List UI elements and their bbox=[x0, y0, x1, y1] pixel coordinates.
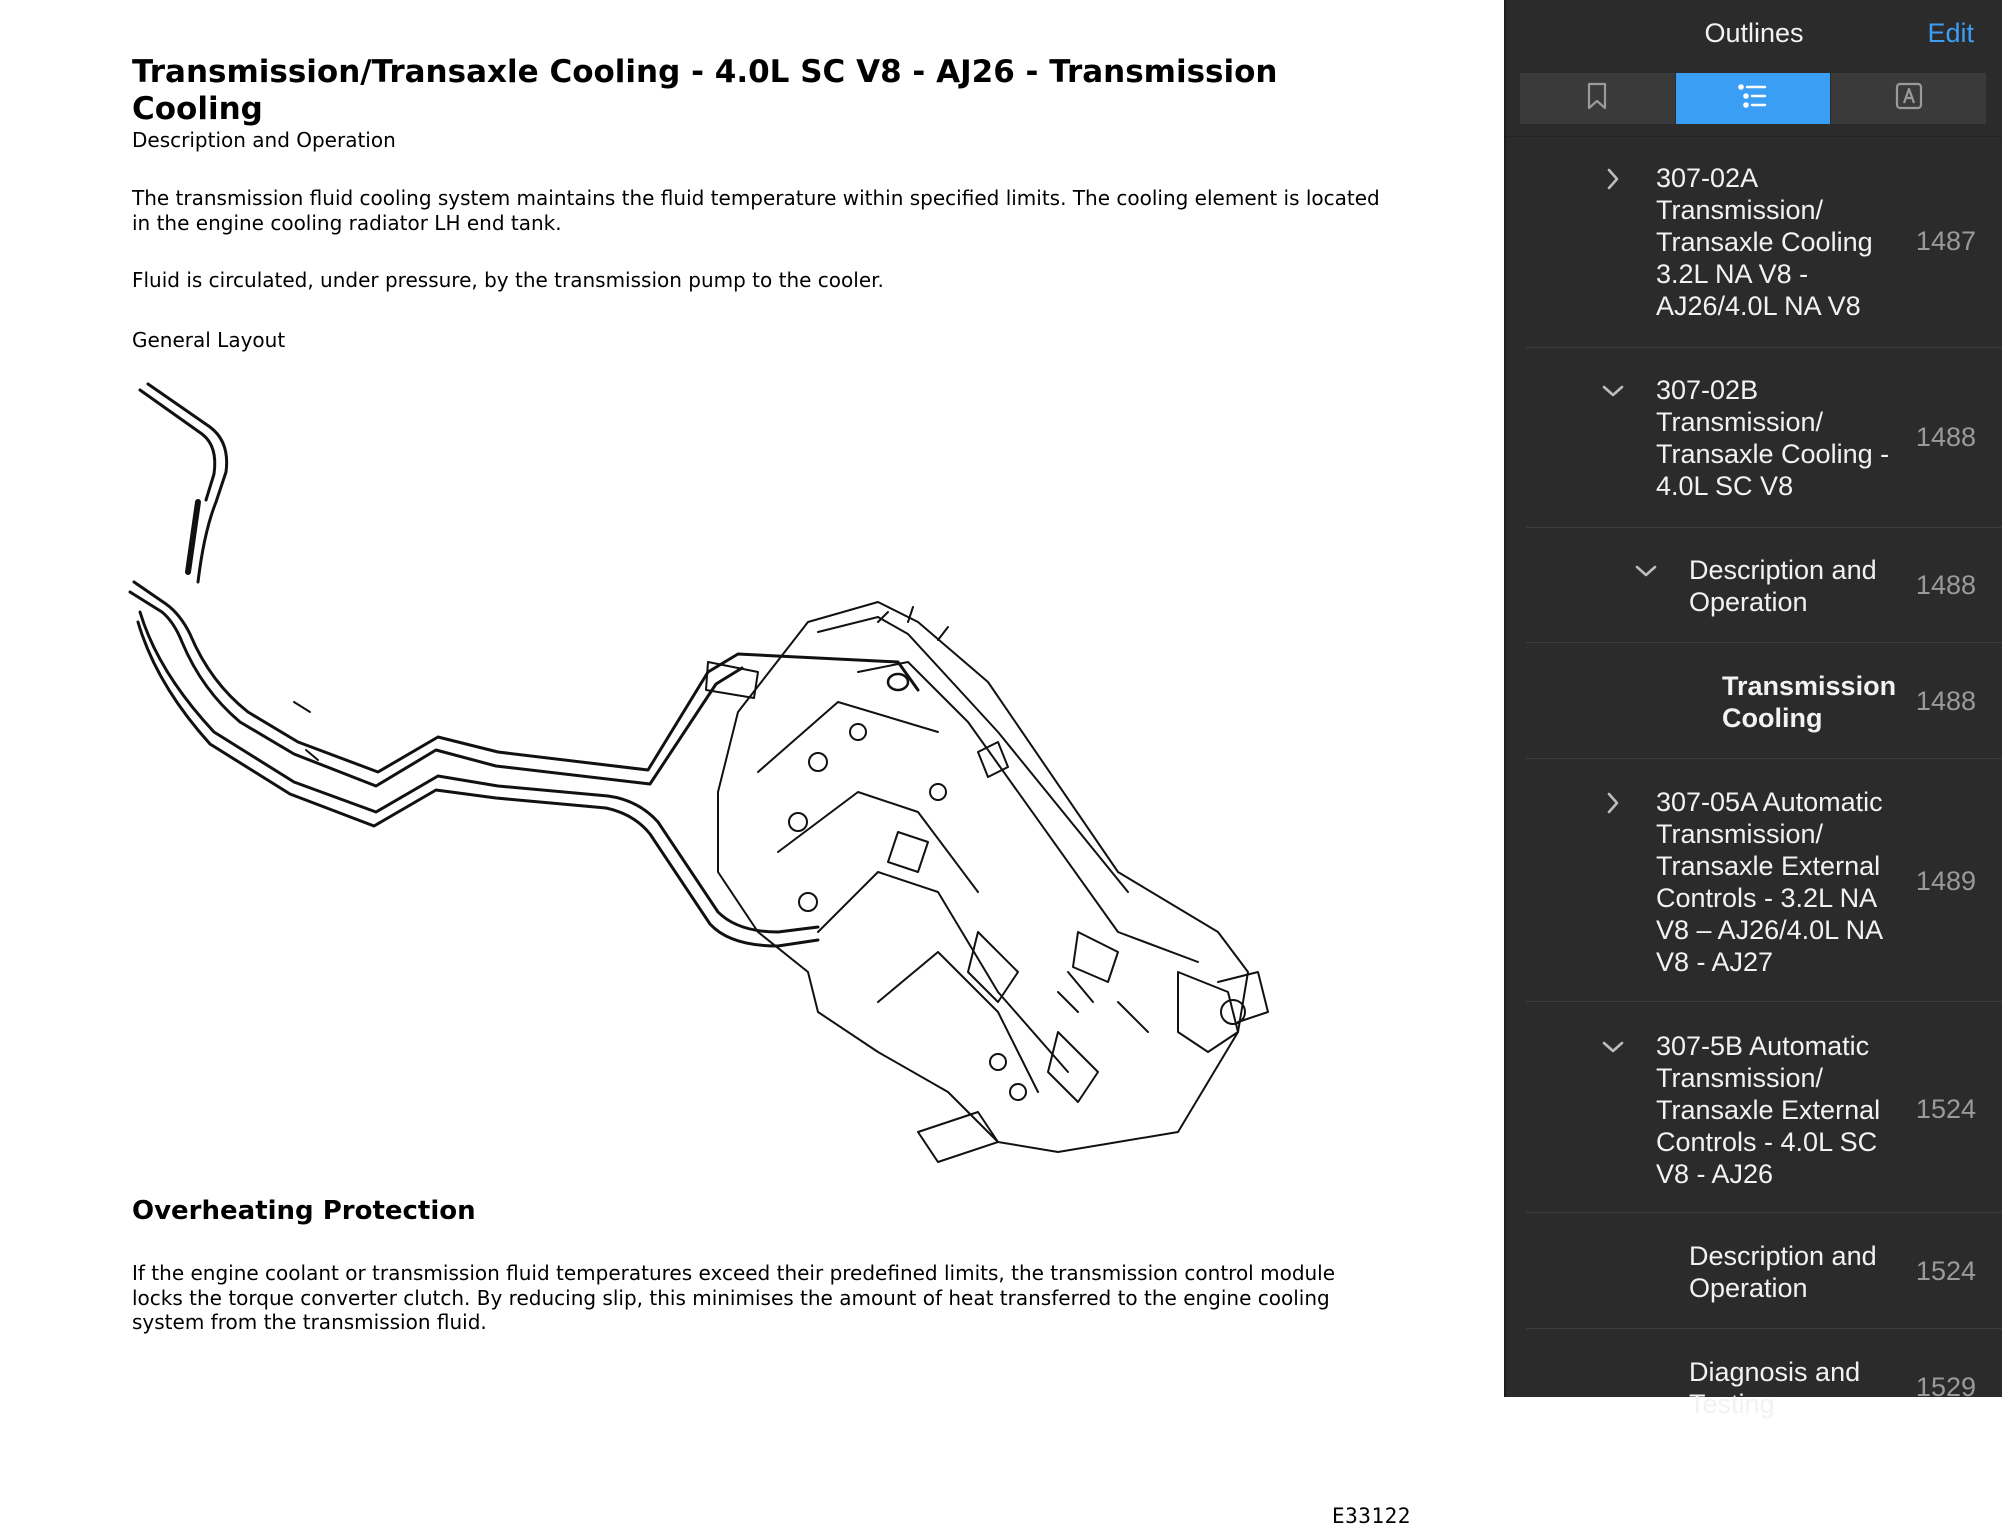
outline-item-label: Description and Operation bbox=[1689, 555, 1877, 617]
chevron-down-icon[interactable] bbox=[1602, 380, 1624, 402]
outline-divider bbox=[1526, 642, 2002, 643]
outline-item-307-02a[interactable] bbox=[1526, 160, 2002, 330]
tab-outlines[interactable] bbox=[1675, 73, 1831, 124]
outline-item-page: 1487 bbox=[1915, 226, 1976, 256]
transmission-illustration bbox=[118, 372, 1318, 1172]
outline-divider bbox=[1526, 1212, 2002, 1213]
outline-item-page: 1488 bbox=[1915, 570, 1976, 600]
outline-item-307-02b[interactable] bbox=[1526, 372, 2002, 507]
outline-list-icon bbox=[1738, 83, 1768, 114]
section-heading-overheating: Overheating Protection bbox=[132, 1196, 476, 1226]
edit-button[interactable]: Edit bbox=[1927, 18, 1974, 48]
outlines-sidebar bbox=[1504, 0, 2002, 1419]
tab-bookmarks[interactable] bbox=[1520, 73, 1675, 124]
paragraph-overheating: If the engine coolant or transmission fluid temperatures exceed their predefined limits, the transmission control module locks the torque converter clutch. By reducing slip, this minimises the amount of heat transferred to the engine cooling system from the transmission fluid. bbox=[132, 1261, 1336, 1334]
outline-item-label: Transmission Cooling bbox=[1722, 671, 1897, 733]
tab-annotations[interactable] bbox=[1830, 73, 1986, 124]
outline-item-page: 1524 bbox=[1915, 1256, 1976, 1286]
document-subtitle: Description and Operation bbox=[132, 128, 396, 152]
annotation-icon bbox=[1895, 82, 1923, 115]
general-layout-label: General Layout bbox=[132, 328, 286, 352]
outline-item-label: 307-02A Transmission/ Transaxle Cooling 3.2L NA V8 - AJ26/4.0L NA V8 bbox=[1656, 163, 1873, 321]
outline-item-page: 1489 bbox=[1915, 866, 1976, 896]
outline-item-label: Diagnosis and Testing bbox=[1689, 1357, 1861, 1419]
header-divider bbox=[1506, 136, 2002, 137]
outline-item-page: 1529 bbox=[1915, 1372, 1976, 1402]
sidebar-segmented-control bbox=[1520, 73, 1986, 124]
outline-item-description-operation[interactable] bbox=[1526, 552, 2002, 622]
transmission-body bbox=[718, 602, 1268, 1162]
outline-item-label: 307-05A Automatic Transmission/ Transaxle External Controls - 3.2L NA V8 – AJ26/4.0L NA V8 - AJ27 bbox=[1656, 787, 1884, 977]
outline-divider bbox=[1526, 758, 2002, 759]
outline-item-page: 1524 bbox=[1915, 1094, 1976, 1124]
outline-item-307-05a[interactable] bbox=[1526, 784, 2002, 980]
chevron-down-icon[interactable] bbox=[1602, 1036, 1624, 1058]
outline-divider bbox=[1526, 347, 2002, 348]
outline-item-description-operation-2[interactable] bbox=[1526, 1238, 2002, 1308]
chevron-right-icon[interactable] bbox=[1602, 792, 1624, 814]
outline-item-page: 1488 bbox=[1915, 686, 1976, 716]
outline-item-label: 307-02B Transmission/ Transaxle Cooling - 4.0L SC V8 bbox=[1656, 375, 1890, 501]
paragraph-fluid-circulation: Fluid is circulated, under pressure, by the transmission pump to the cooler. bbox=[132, 268, 884, 292]
figure-code: E33122 bbox=[1332, 1504, 1411, 1528]
outline-item-label: Description and Operation bbox=[1689, 1241, 1877, 1303]
document-title: Transmission/Transaxle Cooling - 4.0L SC V8 - AJ26 - Transmission Cooling bbox=[132, 54, 1278, 127]
outline-item-diagnosis-testing[interactable] bbox=[1526, 1354, 2002, 1419]
outline-item-label: 307-5B Automatic Transmission/ Transaxle External Controls - 4.0L SC V8 - AJ26 bbox=[1656, 1031, 1881, 1189]
outline-item-transmission-cooling[interactable] bbox=[1526, 668, 2002, 738]
chevron-down-icon[interactable] bbox=[1635, 560, 1657, 582]
cooler-pipes bbox=[130, 384, 918, 946]
bookmark-icon bbox=[1586, 81, 1608, 116]
paragraph-cooling-system: The transmission fluid cooling system maintains the fluid temperature within specified limits. The cooling element is located in the engine cooling radiator LH end tank. bbox=[132, 186, 1380, 235]
outline-item-307-5b[interactable] bbox=[1526, 1028, 2002, 1193]
outline-item-page: 1488 bbox=[1915, 422, 1976, 452]
outline-divider bbox=[1526, 527, 2002, 528]
outline-divider bbox=[1526, 1001, 2002, 1002]
chevron-right-icon[interactable] bbox=[1602, 168, 1624, 190]
sidebar-title: Outlines bbox=[1704, 18, 1804, 48]
outline-divider bbox=[1526, 1328, 2002, 1329]
